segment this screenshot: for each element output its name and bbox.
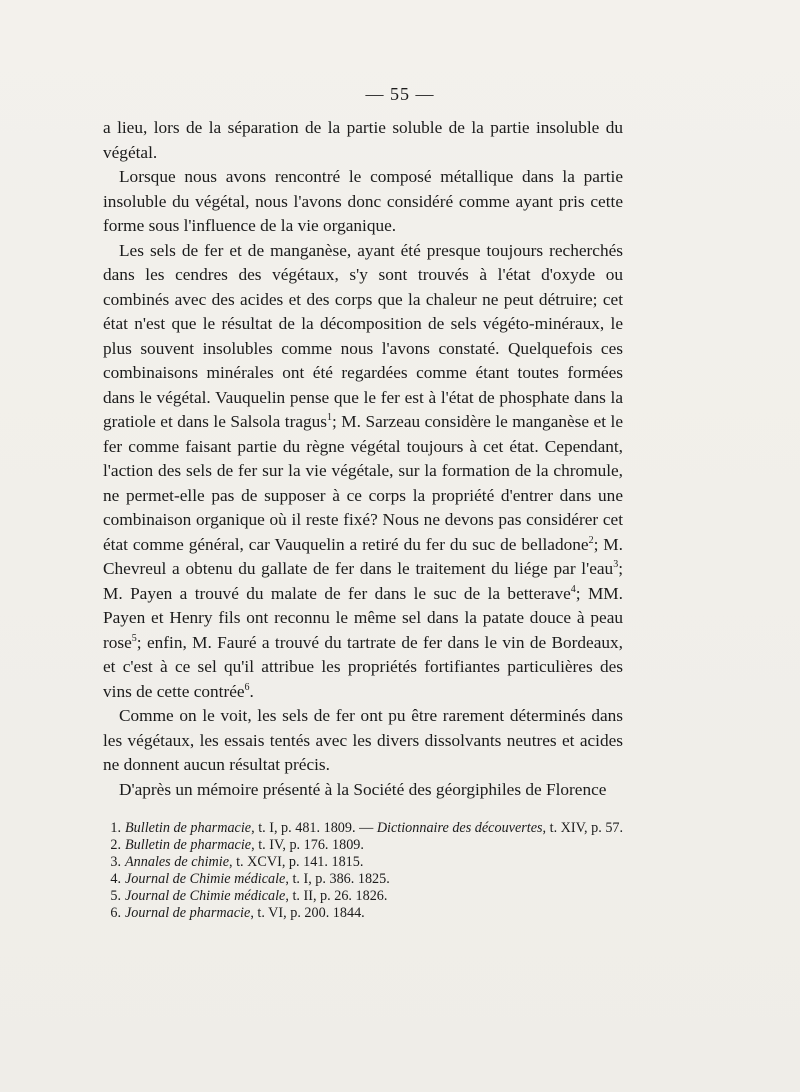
- text-segment: ; enfin, M. Fauré a trouvé du tartrate de fer dans le vin de Bordeaux, et c'est à ce sel qu'il attribue les propriétés fortifiantes particulières des vins de cette contrée: [103, 632, 623, 701]
- footnote-number: 4.: [110, 871, 121, 887]
- footnote-5: [103, 888, 628, 905]
- footnote-text: , t. XCVI, p. 141. 1815.: [229, 854, 364, 870]
- footnote-text: , t. I, p. 386. 1825.: [285, 871, 390, 887]
- text-segment: ; M. Payen a trouvé du malate de fer dans le suc de la betterave: [103, 559, 623, 603]
- text-segment: .: [249, 681, 254, 701]
- footnote-number: 1.: [110, 820, 121, 836]
- footnote-title: Annales de chimie: [125, 854, 230, 870]
- footnote-number: 5.: [110, 888, 121, 904]
- text-segment: Les sels de fer et de manganèse, ayant été presque toujours recherchés dans les cendres des végétaux, s'y sont trouvés à l'état d'oxyde ou combinés avec des acides et des corps que la chaleur ne peut détruire; cet état n'est que le résultat de la décomposition de sels végéto-minéraux, le plus souvent insolubles comme nous l'avons constaté. Quelquefois ces combinaisons minérales ont été regardées comme étant toutes formées dans le végétal. Vauquelin pense que le fer est à l'état de phosphate dans la gratiole et dans le Salsola tragus: [103, 240, 623, 431]
- footnote-6: [103, 905, 628, 922]
- paragraph-2: Lorsque nous avons rencontré le composé métallique dans la partie insoluble du végétal, nous l'avons donc considéré comme ayant pris cette forme sous l'influence de la vie organique.: [103, 167, 623, 235]
- footnote-4: [103, 871, 628, 888]
- footnote-text: , t. VI, p. 200. 1844.: [250, 905, 365, 921]
- footnote-ref-3: 3: [613, 559, 619, 571]
- footnote-title: Journal de pharmacie: [125, 905, 251, 921]
- paragraph-3: [103, 239, 623, 705]
- footnote-number: 6.: [110, 905, 121, 921]
- footnote-3: [103, 854, 628, 871]
- footnote-ref-6: 6: [244, 681, 250, 693]
- footnote-title: Journal de Chimie médicale: [125, 888, 286, 904]
- footnote-number: 3.: [110, 854, 121, 870]
- footnote-number: 2.: [110, 837, 121, 853]
- footnote-ref-1: 1: [327, 412, 332, 424]
- footnote-text: , t. II, p. 26. 1826.: [285, 888, 388, 904]
- footnote-2: [103, 837, 628, 854]
- footnote-ref-5: 5: [131, 632, 137, 644]
- footnote-title: Dictionnaire des découvertes: [376, 820, 543, 836]
- footnotes: [103, 820, 628, 922]
- footnote-ref-4: 4: [570, 583, 576, 595]
- footnote-text: , t. XIV, p. 57.: [542, 820, 624, 836]
- footnote-title: Bulletin de pharmacie: [125, 820, 252, 836]
- paragraph-5: D'après un mémoire présenté à la Société des géorgiphiles de Florence: [119, 779, 607, 799]
- footnote-title: Bulletin de pharmacie: [125, 837, 252, 853]
- footnote-1: [103, 820, 628, 837]
- text-segment: ; MM. Payen et Henry fils ont reconnu le même sel dans la patate douce à peau rose: [103, 583, 623, 652]
- paragraph-4: Comme on le voit, les sels de fer ont pu être rarement déterminés dans les végétaux, les essais tentés avec les divers dissolvants neutres et acides ne donnent aucun résultat précis.: [103, 706, 623, 774]
- text-segment: ; M. Chevreul a obtenu du gallate de fer dans le traitement du liége par l'eau: [103, 534, 623, 578]
- page-number: — 55 —: [365, 84, 435, 104]
- footnote-title: Journal de Chimie médicale: [125, 871, 286, 887]
- footnote-text: , t. I, p. 481. 1809. —: [251, 820, 377, 836]
- text-segment: ; M. Sarzeau considère le manganèse et le fer comme faisant partie du règne végétal toujours à cet état. Cependant, l'action des sels de fer sur la vie végétale, sur la formation de la chromule, ne permet-elle pas de supposer à ce corps la propriété d'entrer dans une combinaison organique où il reste fixé? Nous ne devons pas considérer cet état comme général, car Vauquelin a retiré du fer du suc de belladone: [103, 412, 623, 554]
- footnote-text: , t. IV, p. 176. 1809.: [251, 837, 364, 853]
- paragraph-1: a lieu, lors de la séparation de la partie soluble de la partie insoluble du végétal.: [103, 118, 623, 162]
- footnote-ref-2: 2: [588, 534, 594, 546]
- main-text: [103, 116, 623, 802]
